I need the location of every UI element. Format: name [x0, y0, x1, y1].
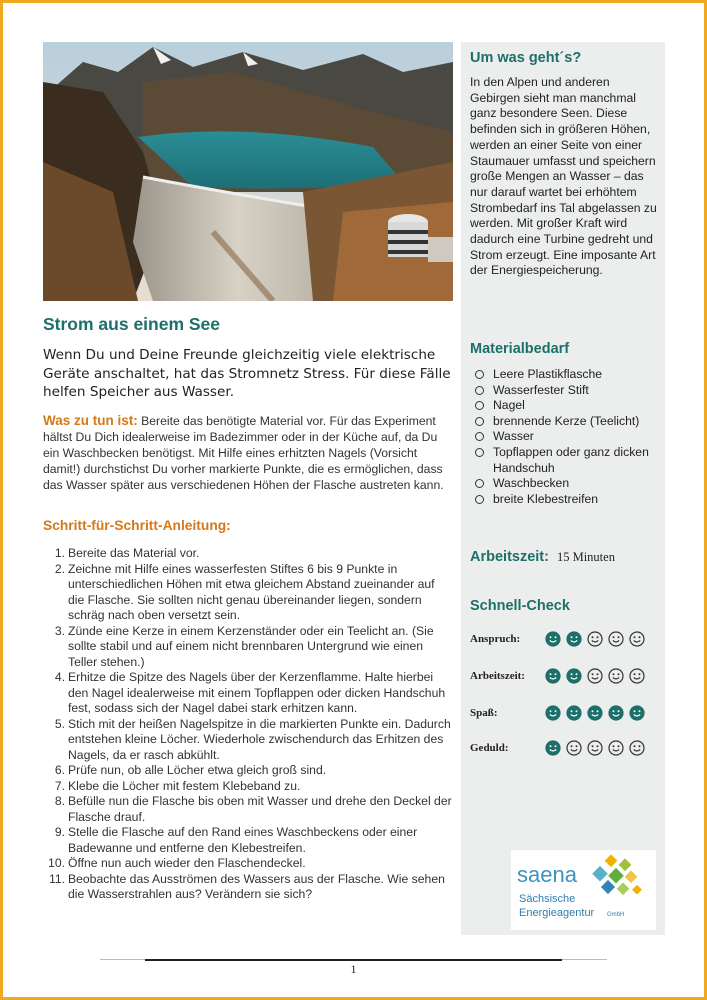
- step-text: Erhitze die Spitze des Nagels über der Kerzenflamme. Halte hierbei den Nagel idealerweise mit einem Topflappen oder dicken Handschuh fest, sodass sich der Nagel dabei stark erhitzen kann.: [68, 670, 446, 715]
- smiley-outline-icon: [629, 740, 645, 756]
- quick-check-heading: Schnell-Check: [470, 598, 570, 614]
- smiley-outline-icon: [608, 631, 624, 647]
- step-number: 2.: [54, 561, 65, 576]
- step-text: Stich mit der heißen Nagelspitze in die markierten Punkte ein. Dadurch entstehen kleine Löcher. Wiederhole zwischendurch das Erhitzen des Nagels, da er rasch abkühlt.: [68, 716, 451, 762]
- step-number: 11.: [48, 871, 65, 886]
- material-label: breite Klebestreifen: [493, 491, 599, 506]
- smiley-filled-icon: [608, 705, 624, 721]
- logo-diamonds-icon: [592, 854, 642, 895]
- bullet-circle-icon: [475, 386, 484, 395]
- step-item: [43, 670, 453, 717]
- material-label: Waschbecken: [493, 476, 570, 491]
- step-text: Befülle nun die Flasche bis oben mit Wasser und drehe den Deckel der Flasche drauf.: [68, 794, 452, 824]
- step-item: [43, 825, 453, 856]
- info-sidebar: [461, 42, 665, 935]
- material-item: [475, 383, 663, 399]
- logo-line1: Sächsische: [519, 893, 576, 905]
- check-row-anspruch: [470, 631, 645, 647]
- step-number: 7.: [54, 778, 65, 793]
- smiley-filled-icon: [566, 631, 582, 647]
- step-number: 6.: [54, 763, 65, 777]
- check-row-spass: [470, 705, 645, 721]
- step-item: [43, 624, 453, 671]
- check-row-geduld: [470, 740, 645, 756]
- check-label: Spaß:: [470, 707, 498, 719]
- smiley-filled-icon: [545, 668, 561, 684]
- material-item: [475, 398, 663, 414]
- smiley-outline-icon: [587, 668, 603, 684]
- work-time-label: Arbeitszeit:: [470, 549, 549, 565]
- step-number: 9.: [54, 825, 65, 839]
- material-list: [475, 367, 663, 507]
- bullet-circle-icon: [475, 370, 484, 379]
- logo-suffix: GmbH: [607, 912, 625, 918]
- material-item: [475, 414, 663, 430]
- bullet-circle-icon: [475, 432, 484, 441]
- smiley-outline-icon: [608, 668, 624, 684]
- page-title: Strom aus einem See: [43, 314, 221, 334]
- work-time: [470, 549, 615, 565]
- todo-paragraph: [43, 413, 455, 493]
- dam-photo: [43, 42, 453, 301]
- step-item: [43, 546, 453, 562]
- smiley-outline-icon: [629, 631, 645, 647]
- material-item: [475, 445, 663, 476]
- intro-text: Wenn Du und Deine Freunde gleichzeitig viele elektrische Geräte anschaltet, hat das Stromnetz Stress. Für diese Fälle helfen Speicher aus Wasser.: [43, 347, 451, 400]
- step-text: Stelle die Flasche auf den Rand eines Waschbeckens oder einer Badewanne und entferne den Klebestreifen.: [68, 825, 418, 855]
- material-label: brennende Kerze (Teelicht): [493, 413, 640, 428]
- bullet-circle-icon: [475, 448, 484, 457]
- material-item: [475, 492, 663, 508]
- steps-list: [43, 546, 453, 903]
- check-label: Anspruch:: [470, 633, 521, 645]
- page-number: 1: [350, 962, 357, 976]
- smiley-outline-icon: [629, 668, 645, 684]
- smiley-filled-icon: [587, 705, 603, 721]
- about-heading: Um was geht´s?: [470, 50, 582, 66]
- material-item: [475, 367, 663, 383]
- step-number: 5.: [54, 716, 65, 731]
- material-label: Leere Plastikflasche: [493, 367, 603, 381]
- step-item: [43, 763, 453, 779]
- step-item: [43, 562, 453, 624]
- smiley-outline-icon: [566, 740, 582, 756]
- step-text: Prüfe nun, ob alle Löcher etwa gleich groß sind.: [68, 763, 327, 777]
- check-label: Arbeitszeit:: [470, 670, 525, 682]
- check-label: Geduld:: [470, 742, 509, 754]
- material-label: Wasser: [493, 429, 534, 444]
- material-label: Wasserfester Stift: [493, 382, 589, 397]
- smiley-filled-icon: [629, 705, 645, 721]
- step-text: Klebe die Löcher mit festem Klebeband zu.: [68, 778, 301, 793]
- saena-logo: [511, 850, 656, 930]
- work-time-value: 15 Minuten: [556, 550, 615, 564]
- step-item: [43, 872, 453, 903]
- logo-name: saena: [517, 862, 577, 887]
- bullet-circle-icon: [475, 401, 484, 410]
- smiley-filled-icon: [545, 631, 561, 647]
- step-number: 8.: [54, 794, 65, 808]
- steps-heading: Schritt-für-Schritt-Anleitung:: [43, 518, 231, 533]
- rating-faces: [545, 705, 645, 721]
- step-item: [43, 856, 453, 872]
- rating-faces: [545, 740, 645, 756]
- todo-label: Was zu tun ist:: [43, 413, 138, 428]
- smiley-outline-icon: [587, 631, 603, 647]
- rating-faces: [545, 631, 645, 647]
- step-item: [43, 717, 453, 764]
- material-item: [475, 429, 663, 445]
- step-text: Beobachte das Ausströmen des Wassers aus der Flasche. Wie sehen die Wasserstrahlen aus? Verändern sie sich?: [68, 871, 445, 901]
- smiley-filled-icon: [566, 705, 582, 721]
- check-row-arbeitszeit: [470, 668, 645, 684]
- step-number: 3.: [54, 623, 65, 638]
- material-item: [475, 476, 663, 492]
- step-item: [43, 794, 453, 825]
- material-label: Nagel: [493, 398, 525, 413]
- step-number: 10.: [48, 856, 65, 870]
- step-text: Zünde eine Kerze in einem Kerzenständer oder ein Teelicht an. (Sie sollte stabil und auf einem nicht brennbaren Untergrund wie einen Teller stehen.): [68, 623, 434, 669]
- material-heading: Materialbedarf: [470, 341, 570, 357]
- todo-text: Bereite das benötigte Material vor. Für das Experiment hältst Du Dich idealerweise im Badezimmer oder in der Küche auf, da Du ein Waschbecken benötigst. Mit Hilfe eines erhitzten Nagels (Vorsicht damit!) durchstichst Du vorher markierte Punkte, die es ermöglichen, dass das Wasser später aus verschiedenen Höhen der Flasche austreten kann.: [43, 414, 444, 492]
- smiley-outline-icon: [608, 740, 624, 756]
- step-text: Zeichne mit Hilfe eines wasserfesten Stiftes 6 bis 9 Punkte in unterschiedlichen Höhen mit etwa gleichem Abstand zueinander auf die Flasche. Sie sollten nicht genau übereinander liegen, sondern schräg nach oben versetzt sein.: [68, 561, 435, 622]
- smiley-filled-icon: [566, 668, 582, 684]
- footer-divider: [100, 959, 607, 960]
- bullet-circle-icon: [475, 417, 484, 426]
- step-number: 4.: [54, 670, 65, 684]
- logo-line2: Energieagentur: [519, 907, 595, 919]
- step-number: 1.: [54, 546, 65, 560]
- bullet-circle-icon: [475, 495, 484, 504]
- step-item: [43, 779, 453, 795]
- about-text: In den Alpen und anderen Gebirgen sieht man manchmal ganz besondere Seen. Diese befinden sich in größeren Höhen, werden an einer Seite von einer Staumauer umfasst und speichern große Mengen an Wasser – das nur darauf wartet bei erhöhtem Strombedarf ins Tal abgelassen zu werden. Mit großer Kraft wird dadurch eine Turbine gedreht und Strom erzeugt. Eine imposante Art der Energiespeicherung.: [470, 75, 657, 278]
- smiley-filled-icon: [545, 740, 561, 756]
- smiley-filled-icon: [545, 705, 561, 721]
- step-text: Öffne nun auch wieder den Flaschendeckel.: [68, 856, 306, 870]
- bullet-circle-icon: [475, 479, 484, 488]
- material-label: Topflappen oder ganz dicken Handschuh: [493, 444, 649, 475]
- step-text: Bereite das Material vor.: [68, 546, 200, 560]
- rating-faces: [545, 668, 645, 684]
- smiley-outline-icon: [587, 740, 603, 756]
